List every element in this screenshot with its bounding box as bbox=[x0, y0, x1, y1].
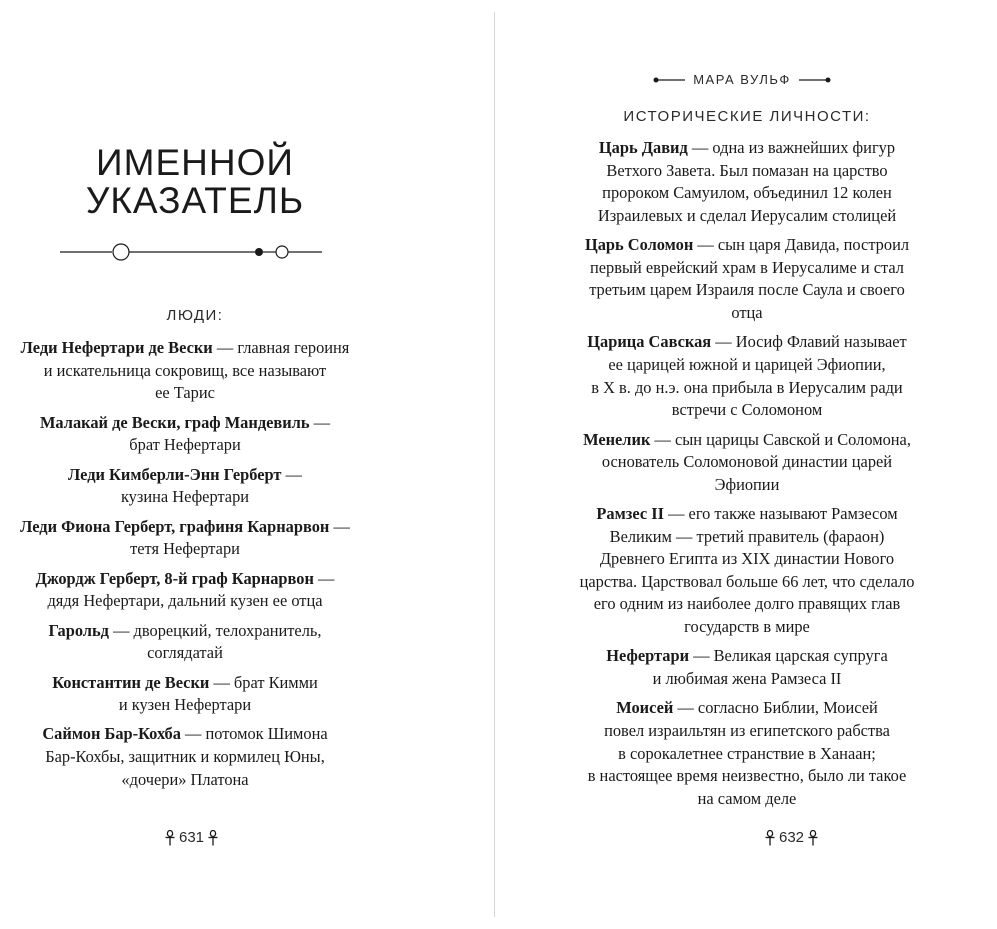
entry-line: Леди Кимберли-Энн Герберт — bbox=[68, 464, 302, 484]
entry-name: Леди Фиона Герберт, графиня Карнарвон bbox=[20, 516, 330, 536]
index-entry bbox=[0, 337, 370, 405]
entry-name: Джордж Герберт, 8-й граф Карнарвон bbox=[35, 568, 314, 588]
entry-line: Константин де Вески — брат Кимми bbox=[52, 672, 318, 692]
page-title bbox=[0, 144, 390, 220]
header-ornament-left-icon bbox=[653, 76, 685, 84]
entry-line: Саймон Бар-Кохба — потомок Шимона bbox=[42, 724, 328, 744]
section-heading-people: ЛЮДИ: bbox=[166, 307, 224, 324]
ankh-icon bbox=[808, 830, 818, 846]
entry-line: Малакай де Вески, граф Мандевиль — bbox=[39, 412, 331, 432]
entry-line: его одним из наиболее долго правящих глав bbox=[593, 594, 901, 614]
entry-name: Моисей bbox=[616, 698, 674, 718]
entry-line: Бар-Кохбы, защитник и кормилец Юны, bbox=[45, 747, 325, 767]
section-heading-historical: ИСТОРИЧЕСКИЕ ЛИЧНОСТИ: bbox=[623, 108, 871, 125]
entry-line: Царица Савская — Иосиф Флавий называет bbox=[587, 332, 907, 352]
entry-line: тетя Нефертари bbox=[130, 539, 240, 559]
entry-line: дядя Нефертари, дальний кузен ее отца bbox=[47, 591, 323, 611]
entry-line: ее Тарис bbox=[155, 383, 215, 403]
entry-line: встречи с Соломоном bbox=[671, 400, 823, 420]
entry-line: в настоящее время неизвестно, было ли такое bbox=[587, 766, 907, 786]
historical-list bbox=[497, 137, 997, 817]
entry-line: Джордж Герберт, 8-й граф Карнарвон — bbox=[35, 568, 335, 588]
entry-line: Великим — третий правитель (фараон) bbox=[609, 526, 885, 546]
entry-line: Гарольд — дворецкий, телохранитель, bbox=[48, 620, 322, 640]
page-number-left bbox=[165, 829, 218, 846]
entry-line: Леди Фиона Герберт, графиня Карнарвон — bbox=[20, 516, 350, 536]
entry-line: Менелик — сын царицы Савской и Соломона, bbox=[583, 429, 911, 449]
author-name: МАРА ВУЛЬФ bbox=[693, 72, 791, 87]
entry-line: и любимая жена Рамзеса II bbox=[652, 669, 842, 689]
index-entry bbox=[497, 429, 997, 497]
entry-name: Рамзес II bbox=[596, 504, 664, 524]
entry-line: Древнего Египта из XIX династии Нового bbox=[599, 549, 895, 569]
entry-line: Рамзес II — его также называют Рамзесом bbox=[596, 504, 898, 524]
entry-name: Леди Нефертари де Вески bbox=[20, 338, 213, 357]
entry-line: государств в мире bbox=[684, 617, 810, 637]
entry-line: Моисей — согласно Библии, Моисей bbox=[616, 698, 878, 718]
entry-line: в сорокалетнее странствие в Ханаан; bbox=[618, 743, 876, 763]
entry-line: и искательница сокровищ, все называют bbox=[43, 360, 327, 380]
entry-line: пророком Самуилом, объединил 12 колен bbox=[602, 183, 892, 203]
entry-line: царства. Царствовал больше 66 лет, что сделало bbox=[579, 571, 915, 591]
index-entry bbox=[497, 234, 997, 324]
right-page bbox=[497, 0, 997, 929]
entry-name: Константин де Вески bbox=[52, 672, 210, 692]
entry-name: Менелик bbox=[583, 429, 651, 449]
index-entry bbox=[497, 137, 997, 227]
entry-line: Леди Нефертари де Вески — главная героиня bbox=[20, 338, 350, 357]
entry-line: Эфиопии bbox=[714, 474, 780, 494]
entry-line: «дочери» Платона bbox=[121, 769, 249, 789]
ankh-icon bbox=[208, 830, 218, 846]
index-entry bbox=[0, 723, 370, 791]
entry-name: Царица Савская bbox=[587, 332, 712, 352]
entry-line: Нефертари — Великая царская супруга bbox=[606, 646, 888, 666]
index-entry bbox=[0, 620, 370, 665]
title-ornament-icon bbox=[60, 240, 322, 264]
entry-line: кузина Нефертари bbox=[120, 487, 250, 507]
title-line-1: ИМЕННОЙ bbox=[96, 142, 294, 183]
page-gutter bbox=[494, 12, 495, 917]
entry-name: Царь Давид bbox=[598, 138, 688, 157]
index-entry bbox=[497, 503, 997, 639]
entry-line: третьим царем Израиля после Саула и своего bbox=[589, 280, 905, 300]
index-entry bbox=[0, 516, 370, 561]
entry-line: брат Нефертари bbox=[129, 435, 241, 455]
entry-line: Израилевых и сделал Иерусалим столицей bbox=[597, 205, 897, 225]
index-entry bbox=[0, 412, 370, 457]
entry-line: Ветхого Завета. Был помазан на царство bbox=[606, 160, 888, 180]
entry-line: Царь Соломон — сын царя Давида, построил bbox=[584, 235, 910, 255]
page-number-text: 632 bbox=[779, 829, 805, 846]
page-number-right bbox=[765, 829, 818, 846]
ankh-icon bbox=[765, 830, 775, 846]
index-entry bbox=[497, 697, 997, 810]
index-entry bbox=[0, 464, 370, 509]
index-entry bbox=[0, 672, 370, 717]
running-header bbox=[497, 72, 987, 87]
entry-line: отца bbox=[731, 302, 763, 322]
entry-name: Нефертари bbox=[606, 646, 690, 666]
people-list bbox=[0, 337, 370, 798]
page-number-text: 631 bbox=[179, 829, 205, 846]
entry-line: на самом деле bbox=[697, 788, 797, 808]
index-entry bbox=[497, 331, 997, 421]
left-page bbox=[0, 0, 494, 929]
entry-line: первый еврейский храм в Иерусалиме и стал bbox=[590, 257, 904, 277]
entry-line: ее царицей южной и царицей Эфиопии, bbox=[608, 354, 886, 374]
entry-name: Царь Соломон bbox=[584, 235, 694, 255]
index-entry bbox=[0, 568, 370, 613]
entry-line: и кузен Нефертари bbox=[118, 695, 252, 715]
header-ornament-right-icon bbox=[799, 76, 831, 84]
ankh-icon bbox=[165, 830, 175, 846]
entry-line: в X в. до н.э. она прибыла в Иерусалим ради bbox=[591, 377, 903, 397]
entry-line: Царь Давид — одна из важнейших фигур bbox=[598, 138, 896, 157]
entry-name: Леди Кимберли-Энн Герберт bbox=[68, 464, 282, 484]
index-entry bbox=[497, 645, 997, 690]
entry-line: соглядатай bbox=[147, 643, 223, 663]
entry-name: Гарольд bbox=[48, 620, 109, 640]
title-line-2: УКАЗАТЕЛЬ bbox=[85, 180, 305, 221]
entry-line: повел израильтян из египетского рабства bbox=[604, 721, 890, 741]
entry-name: Малакай де Вески, граф Мандевиль bbox=[39, 412, 310, 432]
entry-line: основатель Соломоновой династии царей bbox=[601, 452, 893, 472]
entry-name: Саймон Бар-Кохба bbox=[42, 724, 181, 744]
